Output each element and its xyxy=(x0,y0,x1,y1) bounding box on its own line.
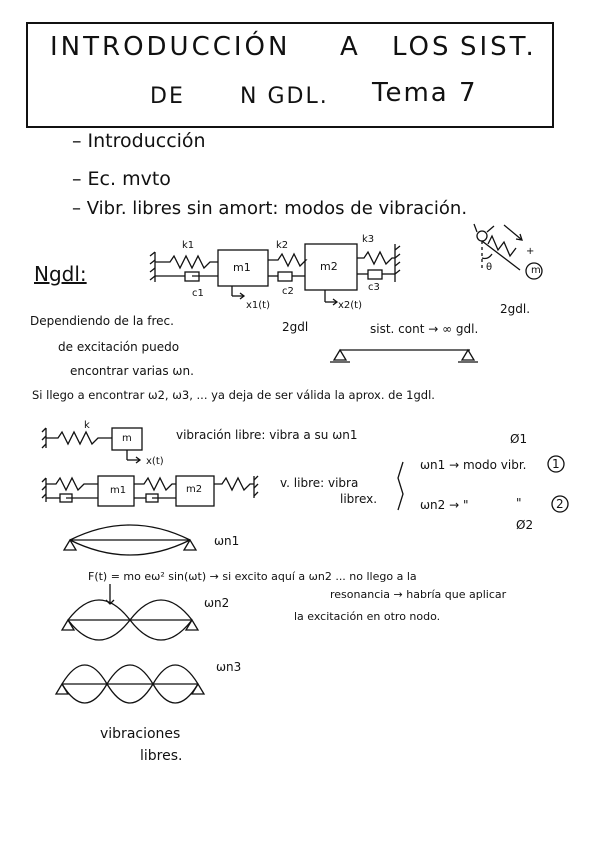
ngdl-heading: Ngdl: xyxy=(34,262,87,286)
brace xyxy=(398,462,403,510)
title-word-ngdl: N GDL. xyxy=(240,84,329,109)
title-word-introduccion: INTRODUCCIÓN xyxy=(50,32,291,62)
two-dof-free-diagram xyxy=(42,476,258,506)
outline-item-introduccion: – Introducción xyxy=(72,130,206,152)
vibraciones-label: vibraciones xyxy=(100,726,181,742)
twodof-m1: m1 xyxy=(110,485,127,496)
label-x1: x1(t) xyxy=(246,300,271,311)
label-2gdl: 2gdl xyxy=(282,320,309,334)
title-word-tema: Tema 7 xyxy=(372,78,478,108)
label-x2: x2(t) xyxy=(338,300,363,311)
mode-2-label: ωn2 xyxy=(204,596,230,610)
pendulum-theta: θ xyxy=(486,262,493,273)
two-mass-diagram xyxy=(150,244,400,305)
twodof-wn2: ωn2 → " xyxy=(420,498,469,512)
note-dep-3: encontrar varias ωn. xyxy=(70,364,194,378)
force-note: F(t) = mo eω² sin(ωt) → si excito aquí a ωn2 ... no llego a la xyxy=(88,570,417,583)
pendulum-plus: + xyxy=(526,246,535,257)
twodof-librex: librex. xyxy=(340,492,378,506)
mode-1-diagram xyxy=(64,525,196,555)
sdof-k: k xyxy=(84,420,90,431)
title-word-sist: SIST. xyxy=(460,32,537,62)
outline-item-vibr-libres: – Vibr. libres sin amort: modos de vibración. xyxy=(72,198,468,219)
label-m2: m2 xyxy=(320,260,338,273)
twodof-wn1: ωn1 → modo vibr. xyxy=(420,458,527,472)
label-c1: c1 xyxy=(192,288,204,299)
mode-3-label: ωn3 xyxy=(216,660,242,674)
mode-2-diagram xyxy=(62,584,198,640)
label-pend-2gdl: 2gdl. xyxy=(500,302,531,316)
label-k2: k2 xyxy=(276,240,289,251)
otro-nodo-note: la excitación en otro nodo. xyxy=(294,610,441,623)
sdof-phi: Ø1 xyxy=(510,432,528,446)
sdof-m: m xyxy=(122,433,132,444)
twodof-phi2: Ø2 xyxy=(516,518,534,532)
title-word-a: A xyxy=(340,32,361,62)
continuous-beam xyxy=(330,350,478,362)
title-word-los: LOS xyxy=(392,32,452,62)
note-si-llego: Si llego a encontrar ω2, ω3, ... ya deja de ser válida la aprox. de 1gdl. xyxy=(32,388,435,402)
circle-1-label: 1 xyxy=(552,457,560,471)
twodof-ditto: " xyxy=(516,496,522,510)
twodof-m2: m2 xyxy=(186,484,203,495)
mode-1-label: ωn1 xyxy=(214,534,240,548)
label-m1: m1 xyxy=(233,261,251,274)
twodof-vlibre: v. libre: vibra xyxy=(280,476,359,490)
sdof-x: x(t) xyxy=(146,456,164,467)
note-dep-2: de excitación puedo xyxy=(58,340,180,354)
libres-label: libres. xyxy=(140,748,183,764)
note-dep-1: Dependiendo de la frec. xyxy=(30,314,174,328)
sdof-text: vibración libre: vibra a su ωn1 xyxy=(176,428,358,442)
title-word-de: DE xyxy=(150,84,185,109)
resonance-note: resonancia → habría que aplicar xyxy=(330,588,507,601)
circle-2-label: 2 xyxy=(556,497,564,511)
label-k3: k3 xyxy=(362,234,375,245)
label-c3: c3 xyxy=(368,282,380,293)
pendulum-mass: m xyxy=(531,265,541,276)
label-k1: k1 xyxy=(182,240,195,251)
sist-cont-note: sist. cont → ∞ gdl. xyxy=(370,322,479,336)
mode-3-diagram xyxy=(56,665,204,703)
outline-item-ec-mvto: – Ec. mvto xyxy=(72,168,171,190)
label-c2: c2 xyxy=(282,286,294,297)
